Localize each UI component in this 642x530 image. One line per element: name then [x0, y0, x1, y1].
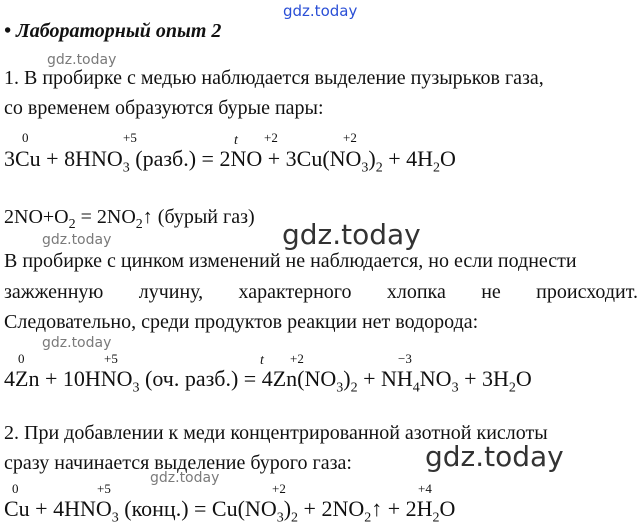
- chemical-equation: $4Zn + 10HNO_3$ (оч. разб.) = $4Zn(NO_3)_2 + NH_4NO_3 + 3H_2O$: [4, 366, 532, 396]
- watermark-small: gdz.today: [42, 335, 112, 351]
- chemical-equation: $Cu + 4HNO_3$ (конц.) = $Cu(NO_3)_2$ + $2NO_2↑ + 2H_2O$: [4, 496, 456, 526]
- watermark-large: gdz.today: [282, 218, 421, 251]
- oxidation-state: +5: [104, 351, 118, 366]
- oxidation-state: +2: [290, 351, 304, 366]
- paragraph-line: сразу начинается выделение бурого газа:: [4, 452, 352, 474]
- oxidation-state: +4: [418, 481, 432, 496]
- oxidation-state: +5: [97, 481, 111, 496]
- watermark-small: gdz.today: [150, 470, 220, 486]
- paragraph-line: 1. В пробирке с медью наблюдается выделение пузырьков газа,: [4, 67, 544, 89]
- oxidation-state: +2: [343, 130, 357, 145]
- paragraph-line: со временем образуются бурые пары:: [4, 97, 324, 119]
- watermark-top: gdz.today: [283, 2, 358, 20]
- chemical-equation: $3Cu + 8HNO_3$ (разб.) = $2NO + 3Cu(NO_3)_2 + 4H_2O$: [4, 146, 456, 176]
- watermark-small: gdz.today: [42, 232, 112, 248]
- section-heading: • Лабораторный опыт 2: [4, 20, 222, 42]
- temperature-label: t: [260, 353, 264, 368]
- paragraph-line: Следовательно, среди продуктов реакции нет водорода:: [4, 311, 479, 333]
- paragraph-line: зажженную лучину, характерного хлопка не происходит.: [4, 281, 638, 303]
- temperature-label: t: [234, 133, 238, 148]
- paragraph-line: 2. При добавлении к меди концентрированной азотной кислоты: [4, 422, 548, 444]
- oxidation-state: +2: [272, 481, 286, 496]
- chemical-equation: $2NO+O_2$ = $2NO_2↑$ (бурый газ): [4, 206, 255, 232]
- oxidation-state: 0: [22, 130, 29, 145]
- oxidation-state: +5: [123, 130, 137, 145]
- oxidation-state: 0: [18, 351, 25, 366]
- watermark-small: gdz.today: [47, 52, 117, 68]
- watermark-large: gdz.today: [425, 440, 564, 473]
- oxidation-state: −3: [398, 351, 412, 366]
- paragraph-line: В пробирке с цинком изменений не наблюдается, но если поднести: [4, 250, 577, 272]
- oxidation-state: +2: [264, 130, 278, 145]
- oxidation-state: 0: [12, 481, 19, 496]
